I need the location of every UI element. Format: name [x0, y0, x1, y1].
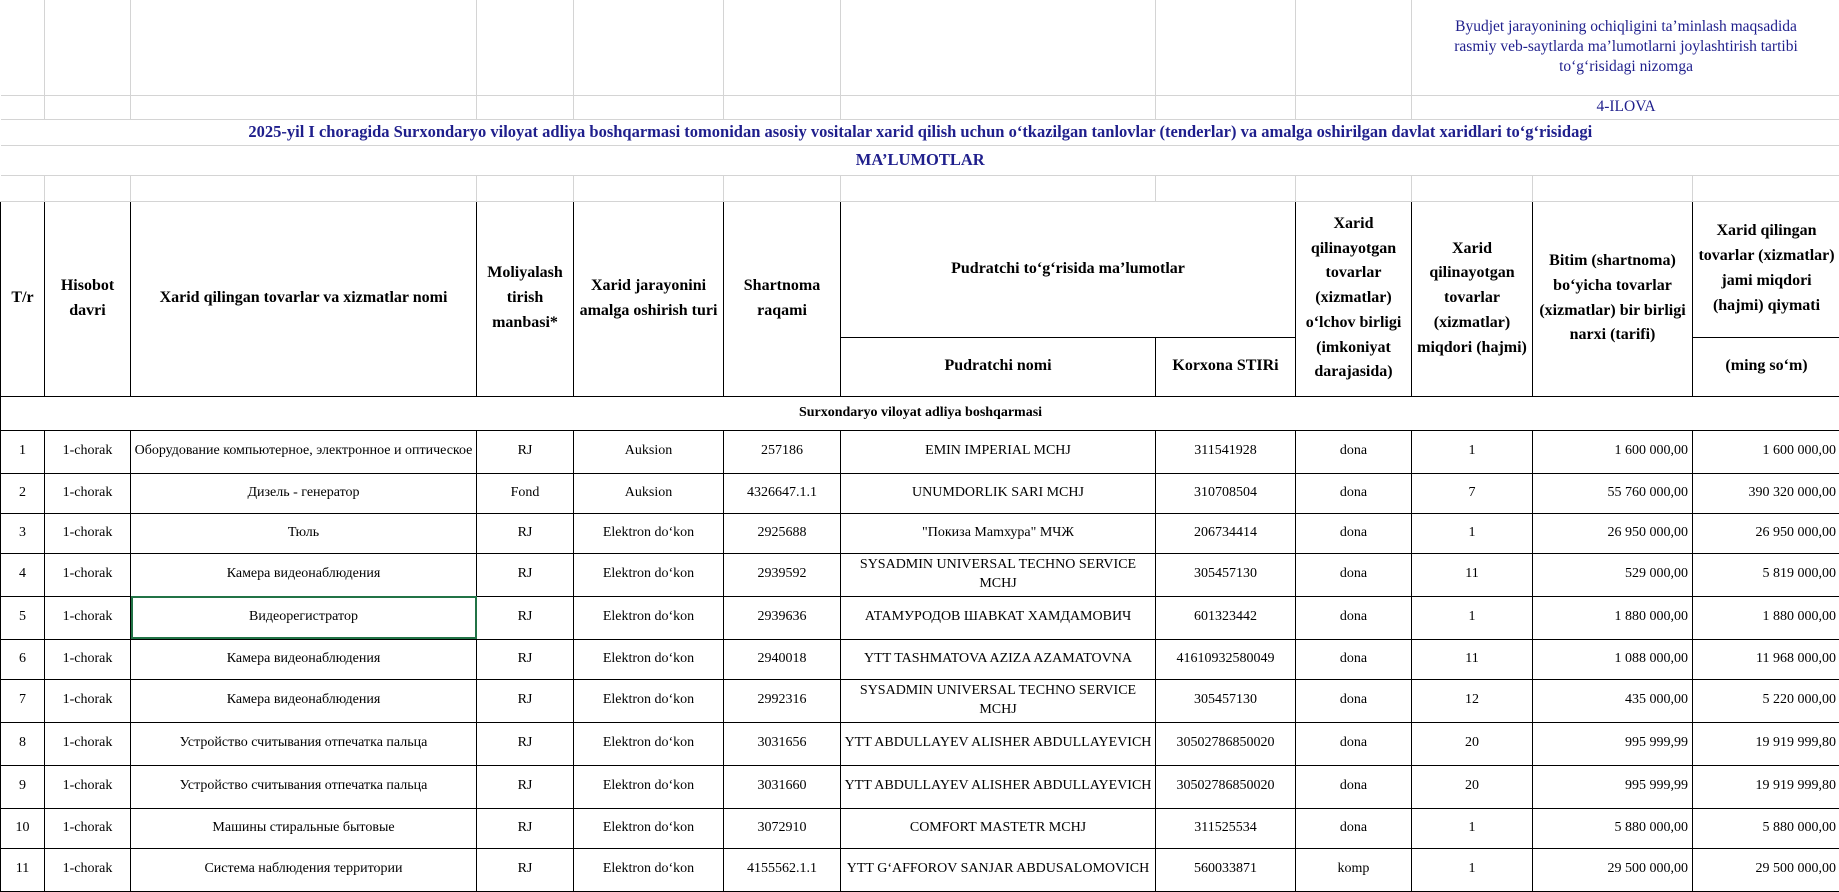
report-period-cell[interactable]: 1-chorak [45, 848, 131, 891]
total-value-cell[interactable]: 390 320 000,00 [1693, 473, 1839, 513]
header-procurement-type: Xarid jarayonini amalga oshirish turi [574, 201, 724, 396]
funding-source-cell[interactable]: RJ [477, 513, 574, 553]
contract-number-cell[interactable]: 3031660 [724, 765, 841, 808]
unit-cell[interactable]: dona [1296, 808, 1412, 848]
header-contract-number: Shartnoma raqami [724, 201, 841, 396]
item-name-cell[interactable]: Камера видеонаблюдения [131, 553, 477, 596]
funding-source-cell[interactable]: RJ [477, 679, 574, 722]
report-period-cell[interactable]: 1-chorak [45, 679, 131, 722]
document-title: 2025-yil I choragida Surxondaryo viloyat adliya boshqarmasi tomonidan asosiy vositalar xarid qilish uchun o‘tkazilgan tanlovlar (tenderlar) va amalga oshirilgan davlat xaridlari to‘g‘risidagi [1, 119, 1839, 145]
contract-number-cell[interactable]: 2992316 [724, 679, 841, 722]
unit-price-cell[interactable]: 1 088 000,00 [1533, 639, 1693, 679]
unit-price-cell[interactable]: 529 000,00 [1533, 553, 1693, 596]
unit-price-cell[interactable]: 55 760 000,00 [1533, 473, 1693, 513]
contractor-stir-cell[interactable]: 206734414 [1156, 513, 1296, 553]
header-item-name: Xarid qilingan tovarlar va xizmatlar nomi [131, 201, 477, 396]
report-period-cell[interactable]: 1-chorak [45, 639, 131, 679]
unit-cell[interactable]: dona [1296, 639, 1412, 679]
contractor-name-cell[interactable]: АТАМУРОДОВ ШАВКАТ ХАМДАМОВИЧ [841, 596, 1156, 639]
quantity-cell[interactable]: 7 [1412, 473, 1533, 513]
table-row [1, 639, 1839, 679]
table-row [1, 722, 1839, 765]
total-value-cell[interactable]: 1 600 000,00 [1693, 430, 1839, 473]
table-row [1, 430, 1839, 473]
table-row [1, 808, 1839, 848]
header-unit-price: Bitim (shartnoma) bo‘yicha tovarlar (xizmatlar) bir birligi narxi (tarifi) [1533, 201, 1693, 396]
unit-cell[interactable]: dona [1296, 679, 1412, 722]
table-row [1, 679, 1839, 722]
procurement-type-cell[interactable]: Elektron do‘kon [574, 679, 724, 722]
report-period-cell[interactable]: 1-chorak [45, 596, 131, 639]
procurement-type-cell[interactable]: Elektron do‘kon [574, 553, 724, 596]
unit-price-cell[interactable]: 1 880 000,00 [1533, 596, 1693, 639]
unit-cell[interactable]: dona [1296, 553, 1412, 596]
quantity-cell[interactable]: 20 [1412, 722, 1533, 765]
row-number-cell[interactable]: 10 [1, 808, 45, 848]
item-name-cell[interactable]: Камера видеонаблюдения [131, 679, 477, 722]
table-row [1, 553, 1839, 596]
contract-number-cell[interactable]: 2940018 [724, 639, 841, 679]
contractor-stir-cell[interactable]: 30502786850020 [1156, 722, 1296, 765]
item-name-cell[interactable]: Камера видеонаблюдения [131, 639, 477, 679]
funding-source-cell[interactable]: RJ [477, 848, 574, 891]
contract-number-cell[interactable]: 2925688 [724, 513, 841, 553]
procurement-type-cell[interactable]: Elektron do‘kon [574, 596, 724, 639]
report-period-cell[interactable]: 1-chorak [45, 808, 131, 848]
header-funding-source: Moliyalash tirish manbasi* [477, 201, 574, 396]
funding-source-cell[interactable]: RJ [477, 430, 574, 473]
header-total: Xarid qilingan tovarlar (xizmatlar) jami miqdori (hajmi) qiymati [1693, 201, 1839, 337]
contractor-name-cell[interactable]: YTT TASHMATOVA AZIZA AZAMATOVNA [841, 639, 1156, 679]
contractor-stir-cell[interactable]: 30502786850020 [1156, 765, 1296, 808]
contract-number-cell[interactable]: 4326647.1.1 [724, 473, 841, 513]
contractor-stir-cell[interactable]: 305457130 [1156, 553, 1296, 596]
row-number-cell[interactable]: 3 [1, 513, 45, 553]
header-quantity: Xarid qilinayotgan tovarlar (xizmatlar) miqdori (hajmi) [1412, 201, 1533, 396]
contractor-name-cell[interactable]: "Покиза Маmхура" МЧЖ [841, 513, 1156, 553]
unit-cell[interactable]: dona [1296, 722, 1412, 765]
unit-price-cell[interactable]: 995 999,99 [1533, 722, 1693, 765]
regulation-note [1412, 0, 1839, 95]
row-number-cell[interactable]: 4 [1, 553, 45, 596]
total-value-cell[interactable]: 5 819 000,00 [1693, 553, 1839, 596]
header-contractor-name: Pudratchi nomi [841, 337, 1156, 396]
quantity-cell[interactable]: 20 [1412, 765, 1533, 808]
unit-price-cell[interactable]: 1 600 000,00 [1533, 430, 1693, 473]
contract-number-cell[interactable]: 257186 [724, 430, 841, 473]
quantity-cell[interactable]: 1 [1412, 848, 1533, 891]
note-line-2: rasmiy veb-saytlarda ma’lumotlarni joylashtirish tartibi [1414, 37, 1838, 57]
header-unit: Xarid qilinayotgan tovarlar (xizmatlar) o‘lchov birligi (imkoniyat darajasida) [1296, 201, 1412, 396]
contractor-stir-cell[interactable]: 601323442 [1156, 596, 1296, 639]
contractor-stir-cell[interactable]: 311525534 [1156, 808, 1296, 848]
quantity-cell[interactable]: 1 [1412, 808, 1533, 848]
total-value-cell[interactable]: 19 919 999,80 [1693, 722, 1839, 765]
quantity-cell[interactable]: 1 [1412, 596, 1533, 639]
table-row [1, 765, 1839, 808]
contractor-name-cell[interactable]: UNUMDORLIK SARI MCHJ [841, 473, 1156, 513]
appendix-label: 4-ILOVA [1412, 95, 1839, 119]
contractor-name-cell[interactable]: YTT G‘AFFOROV SANJAR ABDUSALOMOVICH [841, 848, 1156, 891]
report-period-cell[interactable]: 1-chorak [45, 553, 131, 596]
table-row [1, 513, 1839, 553]
quantity-cell[interactable]: 1 [1412, 513, 1533, 553]
table-row [1, 596, 1839, 639]
row-number-cell[interactable]: 2 [1, 473, 45, 513]
item-name-cell[interactable]: Машины стиральные бытовые [131, 808, 477, 848]
contract-number-cell[interactable]: 2939636 [724, 596, 841, 639]
report-period-cell[interactable]: 1-chorak [45, 473, 131, 513]
unit-price-cell[interactable]: 995 999,99 [1533, 765, 1693, 808]
contractor-name-cell[interactable]: SYSADMIN UNIVERSAL TECHNO SERVICE MCHJ [841, 679, 1156, 722]
funding-source-cell[interactable]: RJ [477, 765, 574, 808]
unit-cell[interactable]: dona [1296, 513, 1412, 553]
table-row [1, 473, 1839, 513]
unit-price-cell[interactable]: 5 880 000,00 [1533, 808, 1693, 848]
contractor-name-cell[interactable]: YTT ABDULLAYEV ALISHER ABDULLAYEVICH [841, 765, 1156, 808]
row-number-cell[interactable]: 5 [1, 596, 45, 639]
item-name-cell[interactable]: Видеорегистратор [131, 596, 477, 639]
total-value-cell[interactable]: 5 880 000,00 [1693, 808, 1839, 848]
report-period-cell[interactable]: 1-chorak [45, 722, 131, 765]
report-period-cell[interactable]: 1-chorak [45, 513, 131, 553]
header-stir: Korxona STIRi [1156, 337, 1296, 396]
unit-cell[interactable]: dona [1296, 765, 1412, 808]
row-number-cell[interactable]: 9 [1, 765, 45, 808]
unit-price-cell[interactable]: 26 950 000,00 [1533, 513, 1693, 553]
procurement-type-cell[interactable]: Elektron do‘kon [574, 639, 724, 679]
procurement-type-cell[interactable]: Elektron do‘kon [574, 808, 724, 848]
total-value-cell[interactable]: 1 880 000,00 [1693, 596, 1839, 639]
contract-number-cell[interactable]: 3072910 [724, 808, 841, 848]
funding-source-cell[interactable]: RJ [477, 808, 574, 848]
funding-source-cell[interactable]: RJ [477, 553, 574, 596]
total-value-cell[interactable]: 26 950 000,00 [1693, 513, 1839, 553]
total-value-cell[interactable]: 11 968 000,00 [1693, 639, 1839, 679]
row-number-cell[interactable]: 1 [1, 430, 45, 473]
unit-cell[interactable]: dona [1296, 430, 1412, 473]
funding-source-cell[interactable]: Fond [477, 473, 574, 513]
item-name-cell[interactable]: Тюль [131, 513, 477, 553]
procurement-type-cell[interactable]: Elektron do‘kon [574, 513, 724, 553]
row-number-cell[interactable]: 7 [1, 679, 45, 722]
header-contractor-group: Pudratchi to‘g‘risida ma’lumotlar [841, 201, 1296, 337]
contractor-name-cell[interactable]: COMFORT MASTETR MCHJ [841, 808, 1156, 848]
row-number-cell[interactable]: 6 [1, 639, 45, 679]
contractor-stir-cell[interactable]: 41610932580049 [1156, 639, 1296, 679]
unit-cell[interactable]: dona [1296, 596, 1412, 639]
contract-number-cell[interactable]: 4155562.1.1 [724, 848, 841, 891]
report-period-cell[interactable]: 1-chorak [45, 765, 131, 808]
header-period: Hisobot davri [45, 201, 131, 396]
quantity-cell[interactable]: 1 [1412, 430, 1533, 473]
note-line-3: to‘g‘risidagi nizomga [1414, 57, 1838, 77]
contractor-stir-cell[interactable]: 311541928 [1156, 430, 1296, 473]
unit-cell[interactable]: dona [1296, 473, 1412, 513]
unit-cell[interactable]: komp [1296, 848, 1412, 891]
quantity-cell[interactable]: 12 [1412, 679, 1533, 722]
total-value-cell[interactable]: 29 500 000,00 [1693, 848, 1839, 891]
contractor-name-cell[interactable]: EMIN IMPERIAL MCHJ [841, 430, 1156, 473]
report-period-cell[interactable]: 1-chorak [45, 430, 131, 473]
total-value-cell[interactable]: 5 220 000,00 [1693, 679, 1839, 722]
contractor-stir-cell[interactable]: 305457130 [1156, 679, 1296, 722]
procurement-type-cell[interactable]: Auksion [574, 473, 724, 513]
quantity-cell[interactable]: 11 [1412, 639, 1533, 679]
item-name-cell[interactable]: Система наблюдения территории [131, 848, 477, 891]
table-row [1, 848, 1839, 891]
contract-number-cell[interactable]: 2939592 [724, 553, 841, 596]
item-name-cell[interactable]: Оборудование компьютерное, электронное и оптическое [131, 430, 477, 473]
funding-source-cell[interactable]: RJ [477, 722, 574, 765]
contractor-name-cell[interactable]: SYSADMIN UNIVERSAL TECHNO SERVICE MCHJ [841, 553, 1156, 596]
unit-price-cell[interactable]: 435 000,00 [1533, 679, 1693, 722]
funding-source-cell[interactable]: RJ [477, 596, 574, 639]
procurement-type-cell[interactable]: Elektron do‘kon [574, 848, 724, 891]
section-title: Surxondaryo viloyat adliya boshqarmasi [1, 396, 1839, 430]
header-tr: T/r [1, 201, 45, 396]
procurement-type-cell[interactable]: Elektron do‘kon [574, 765, 724, 808]
procurement-type-cell[interactable]: Elektron do‘kon [574, 722, 724, 765]
contractor-stir-cell[interactable]: 560033871 [1156, 848, 1296, 891]
contract-number-cell[interactable]: 3031656 [724, 722, 841, 765]
total-value-cell[interactable]: 19 919 999,80 [1693, 765, 1839, 808]
row-number-cell[interactable]: 11 [1, 848, 45, 891]
item-name-cell[interactable]: Дизель - генератор [131, 473, 477, 513]
contractor-stir-cell[interactable]: 310708504 [1156, 473, 1296, 513]
procurement-type-cell[interactable]: Auksion [574, 430, 724, 473]
note-line-1: Byudjet jarayonining ochiqligini ta’minlash maqsadida [1414, 17, 1838, 37]
contractor-name-cell[interactable]: YTT ABDULLAYEV ALISHER ABDULLAYEVICH [841, 722, 1156, 765]
item-name-cell[interactable]: Устройство считывания отпечатка пальца [131, 722, 477, 765]
unit-price-cell[interactable]: 29 500 000,00 [1533, 848, 1693, 891]
header-total-unit: (ming so‘m) [1693, 337, 1839, 396]
item-name-cell[interactable]: Устройство считывания отпечатка пальца [131, 765, 477, 808]
quantity-cell[interactable]: 11 [1412, 553, 1533, 596]
row-number-cell[interactable]: 8 [1, 722, 45, 765]
document-subtitle: MA’LUMOTLAR [1, 145, 1839, 175]
funding-source-cell[interactable]: RJ [477, 639, 574, 679]
